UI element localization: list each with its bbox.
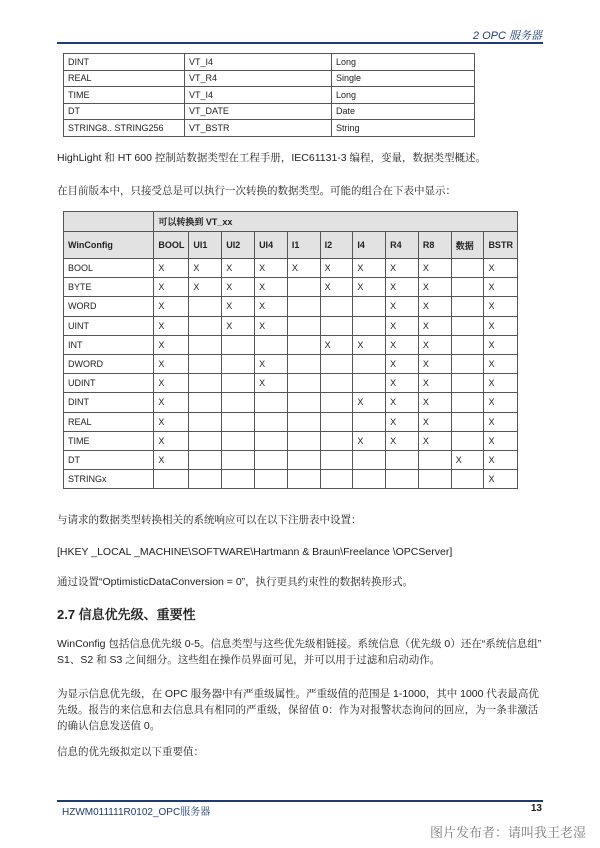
- conversion-cell: [320, 470, 353, 489]
- conversion-cell: X: [320, 259, 353, 278]
- conversion-cell: [222, 354, 255, 373]
- row-label: BYTE: [64, 278, 154, 297]
- table-cell: Single: [332, 70, 475, 87]
- conversion-cell: [222, 431, 255, 450]
- paragraph-priorities: WinConfig 包括信息优先级 0-5。信息类型与这些优先级相链接。系统信息（优先级 0）还在“系统信息组” S1、S2 和 S3 之间细分。这些组在操作员界面可见，并可以用于过滤和启动动作。: [57, 638, 542, 666]
- table-cell: STRING8.. STRING256: [64, 120, 185, 137]
- conversion-cell: X: [189, 278, 222, 297]
- conversion-cell: X: [222, 278, 255, 297]
- column-header: I4: [353, 232, 386, 259]
- conversion-cell: X: [484, 393, 518, 412]
- conversion-cell: X: [484, 297, 518, 316]
- row-label: UDINT: [64, 374, 154, 393]
- conversion-cell: [222, 412, 255, 431]
- header-rule: [57, 42, 543, 44]
- conversion-cell: [320, 412, 353, 431]
- conversion-cell: X: [386, 297, 419, 316]
- conversion-cell: X: [154, 259, 189, 278]
- conversion-cell: X: [386, 412, 419, 431]
- conversion-cell: X: [222, 297, 255, 316]
- table-cell: Long: [332, 54, 475, 71]
- conversion-cell: [189, 374, 222, 393]
- conversion-cell: X: [386, 278, 419, 297]
- conversion-cell: X: [386, 393, 419, 412]
- conversion-cell: [287, 412, 320, 431]
- table-cell: Long: [332, 87, 475, 104]
- conversion-cell: [451, 335, 484, 354]
- table-row: [64, 335, 518, 354]
- row-label: DT: [64, 450, 154, 469]
- conversion-cell: X: [154, 354, 189, 373]
- conversion-cell: [287, 470, 320, 489]
- conversion-cell: [386, 470, 419, 489]
- conversion-cell: [451, 278, 484, 297]
- table-cell: VT_R4: [185, 70, 332, 87]
- conversion-cell: [189, 470, 222, 489]
- conversion-cell: X: [154, 335, 189, 354]
- row-label: INT: [64, 335, 154, 354]
- conversion-cell: [353, 450, 386, 469]
- table-row: [64, 431, 518, 450]
- row-label: DWORD: [64, 354, 154, 373]
- conversion-cell: X: [484, 470, 518, 489]
- table-row: [64, 412, 518, 431]
- conversion-cell: X: [287, 259, 320, 278]
- conversion-cell: [451, 393, 484, 412]
- paragraph-registry-intro: 与请求的数据类型转换相关的系统响应可以在以下注册表中设置：: [57, 514, 362, 526]
- paragraph-severity: 为显示信息优先级，在 OPC 服务器中有严重级属性。严重级值的范围是 1-1000，其中 1000 代表最高优先级。报告的来信息和去信息具有相同的严重级，保留值 0：作为对报警状态询问的回应，为一条非激活的确认信息发送值 0。: [57, 688, 539, 732]
- conversion-cell: X: [255, 316, 288, 335]
- conversion-cell: [189, 431, 222, 450]
- table-row: [64, 70, 475, 87]
- conversion-cell: X: [154, 297, 189, 316]
- paragraph-conversion-intro: 在目前版本中，只接受总是可以执行一次转换的数据类型。可能的组合在下表中显示：: [57, 185, 456, 197]
- conversion-cell: [154, 470, 189, 489]
- conversion-cell: [255, 470, 288, 489]
- conversion-cell: X: [154, 393, 189, 412]
- conversion-cell: X: [386, 316, 419, 335]
- conversion-cell: [451, 297, 484, 316]
- table-cell: VT_I4: [185, 87, 332, 104]
- conversion-table: [63, 211, 518, 489]
- row-header: WinConfig: [64, 232, 154, 259]
- conversion-cell: [189, 297, 222, 316]
- conversion-cell: X: [154, 278, 189, 297]
- table-row: [64, 470, 518, 489]
- conversion-cell: [451, 374, 484, 393]
- conversion-cell: [320, 393, 353, 412]
- conversion-cell: [287, 278, 320, 297]
- table-row: [64, 87, 475, 104]
- conversion-cell: X: [418, 259, 451, 278]
- conversion-cell: X: [484, 412, 518, 431]
- conversion-cell: [320, 297, 353, 316]
- conversion-cell: X: [255, 259, 288, 278]
- conversion-cell: [255, 393, 288, 412]
- table-cell: DT: [64, 103, 185, 120]
- column-header: I1: [287, 232, 320, 259]
- conversion-cell: X: [154, 316, 189, 335]
- conversion-cell: [451, 316, 484, 335]
- conversion-cell: X: [320, 335, 353, 354]
- conversion-cell: [189, 316, 222, 335]
- empty-header-cell: [64, 212, 154, 232]
- conversion-cell: X: [154, 412, 189, 431]
- table-cell: REAL: [64, 70, 185, 87]
- conversion-cell: X: [484, 431, 518, 450]
- row-label: STRINGx: [64, 470, 154, 489]
- conversion-cell: X: [353, 393, 386, 412]
- conversion-cell: [451, 259, 484, 278]
- conversion-cell: X: [418, 297, 451, 316]
- conversion-cell: [189, 393, 222, 412]
- conversion-cell: X: [189, 259, 222, 278]
- table-cell: String: [332, 120, 475, 137]
- row-label: UINT: [64, 316, 154, 335]
- table-cell: VT_I4: [185, 54, 332, 71]
- table-cell: Date: [332, 103, 475, 120]
- paragraph-optimistic: 通过设置“OptimisticDataConversion = 0”，执行更具约束性的数据转换形式。: [57, 576, 414, 588]
- conversion-cell: X: [353, 335, 386, 354]
- conversion-cell: [287, 374, 320, 393]
- conversion-cell: X: [222, 316, 255, 335]
- conversion-cell: [320, 374, 353, 393]
- conversion-cell: X: [255, 374, 288, 393]
- conversion-cell: [287, 431, 320, 450]
- conversion-cell: X: [386, 259, 419, 278]
- conversion-cell: X: [484, 316, 518, 335]
- table-row: [64, 259, 518, 278]
- table-row: [64, 354, 518, 373]
- conversion-cell: X: [154, 450, 189, 469]
- conversion-cell: [320, 450, 353, 469]
- conversion-cell: [353, 297, 386, 316]
- registry-path: [HKEY _LOCAL _MACHINE\SOFTWARE\Hartmann & Braun\Freelance \OPCServer]: [57, 546, 453, 558]
- conversion-cell: X: [484, 335, 518, 354]
- conversion-cell: X: [484, 278, 518, 297]
- column-header: UI4: [255, 232, 288, 259]
- conversion-cell: X: [386, 431, 419, 450]
- conversion-cell: X: [451, 450, 484, 469]
- conversion-cell: [320, 354, 353, 373]
- row-label: BOOL: [64, 259, 154, 278]
- watermark-text: 图片发布者：请叫我王老湿: [429, 825, 586, 840]
- row-label: WORD: [64, 297, 154, 316]
- conversion-cell: [189, 412, 222, 431]
- footer-doc-id: HZWM011111R0102_OPC服务器: [62, 807, 211, 818]
- table-cell: TIME: [64, 87, 185, 104]
- conversion-cell: [353, 316, 386, 335]
- conversion-cell: X: [418, 431, 451, 450]
- conversion-cell: [320, 431, 353, 450]
- row-label: REAL: [64, 412, 154, 431]
- table-cell: VT_DATE: [185, 103, 332, 120]
- conversion-cell: X: [255, 354, 288, 373]
- conversion-cell: X: [255, 278, 288, 297]
- table-cell: VT_BSTR: [185, 120, 332, 137]
- conversion-cell: [255, 335, 288, 354]
- conversion-cell: X: [484, 354, 518, 373]
- conversion-cell: [287, 297, 320, 316]
- footer-rule: [57, 800, 543, 802]
- conversion-cell: [255, 450, 288, 469]
- conversion-cell: [222, 470, 255, 489]
- conversion-cell: [418, 450, 451, 469]
- column-header: UI2: [222, 232, 255, 259]
- conversion-cell: X: [418, 278, 451, 297]
- paragraph-importance: 信息的优先级拟定以下重要值：: [57, 746, 204, 758]
- conversion-cell: [189, 450, 222, 469]
- column-header: BOOL: [154, 232, 189, 259]
- conversion-cell: X: [418, 316, 451, 335]
- page-header-title: 2 OPC 服务器: [472, 30, 542, 42]
- conversion-cell: X: [418, 354, 451, 373]
- conversion-cell: X: [484, 450, 518, 469]
- conversion-cell: X: [255, 297, 288, 316]
- column-header: 数据: [451, 232, 484, 259]
- conversion-cell: X: [353, 278, 386, 297]
- column-header: BSTR: [484, 232, 518, 259]
- paragraph-datatypes: HighLight 和 HT 600 控制站数据类型在工程手册，IEC61131-3 编程，变量，数据类型概述。: [57, 152, 487, 164]
- row-label: DINT: [64, 393, 154, 412]
- conversion-cell: X: [418, 412, 451, 431]
- conversion-cell: X: [154, 431, 189, 450]
- conversion-cell: X: [386, 335, 419, 354]
- section-heading: 2.7 信息优先级、重要性: [57, 607, 196, 622]
- footer-page-number: 13: [530, 803, 542, 814]
- column-header: R8: [418, 232, 451, 259]
- column-header: R4: [386, 232, 419, 259]
- conversion-cell: X: [353, 259, 386, 278]
- conversion-cell: [418, 470, 451, 489]
- conversion-cell: [353, 354, 386, 373]
- table-row: [64, 103, 475, 120]
- conversion-cell: [255, 412, 288, 431]
- conversion-cell: [451, 431, 484, 450]
- conversion-cell: [320, 316, 353, 335]
- column-header: I2: [320, 232, 353, 259]
- conversion-cell: X: [353, 431, 386, 450]
- table-row: [64, 393, 518, 412]
- conversion-cell: [222, 450, 255, 469]
- conversion-cell: X: [154, 374, 189, 393]
- group-header: 可以转换到 VT_xx: [154, 212, 518, 232]
- type-mapping-table: [63, 53, 475, 137]
- conversion-cell: X: [418, 374, 451, 393]
- conversion-cell: [222, 393, 255, 412]
- conversion-cell: [189, 354, 222, 373]
- conversion-cell: [386, 450, 419, 469]
- conversion-cell: [222, 335, 255, 354]
- conversion-cell: [451, 470, 484, 489]
- conversion-cell: X: [320, 278, 353, 297]
- table-cell: DINT: [64, 54, 185, 71]
- conversion-cell: X: [386, 354, 419, 373]
- conversion-cell: X: [418, 393, 451, 412]
- conversion-cell: X: [484, 374, 518, 393]
- conversion-cell: [287, 393, 320, 412]
- conversion-cell: [255, 431, 288, 450]
- table-row: [64, 54, 475, 71]
- table-row: [64, 120, 475, 137]
- conversion-cell: X: [484, 259, 518, 278]
- row-label: TIME: [64, 431, 154, 450]
- conversion-cell: [451, 412, 484, 431]
- conversion-cell: [287, 450, 320, 469]
- table-row: [64, 374, 518, 393]
- column-header: UI1: [189, 232, 222, 259]
- conversion-cell: [353, 374, 386, 393]
- conversion-cell: X: [418, 335, 451, 354]
- conversion-cell: [287, 316, 320, 335]
- conversion-cell: X: [386, 374, 419, 393]
- conversion-cell: [222, 374, 255, 393]
- conversion-cell: [353, 412, 386, 431]
- conversion-cell: [287, 354, 320, 373]
- conversion-cell: [353, 470, 386, 489]
- table-row: [64, 297, 518, 316]
- table-row: [64, 278, 518, 297]
- conversion-cell: [287, 335, 320, 354]
- table-row: [64, 450, 518, 469]
- conversion-cell: X: [222, 259, 255, 278]
- conversion-cell: [189, 335, 222, 354]
- conversion-cell: [451, 354, 484, 373]
- table-row: [64, 316, 518, 335]
